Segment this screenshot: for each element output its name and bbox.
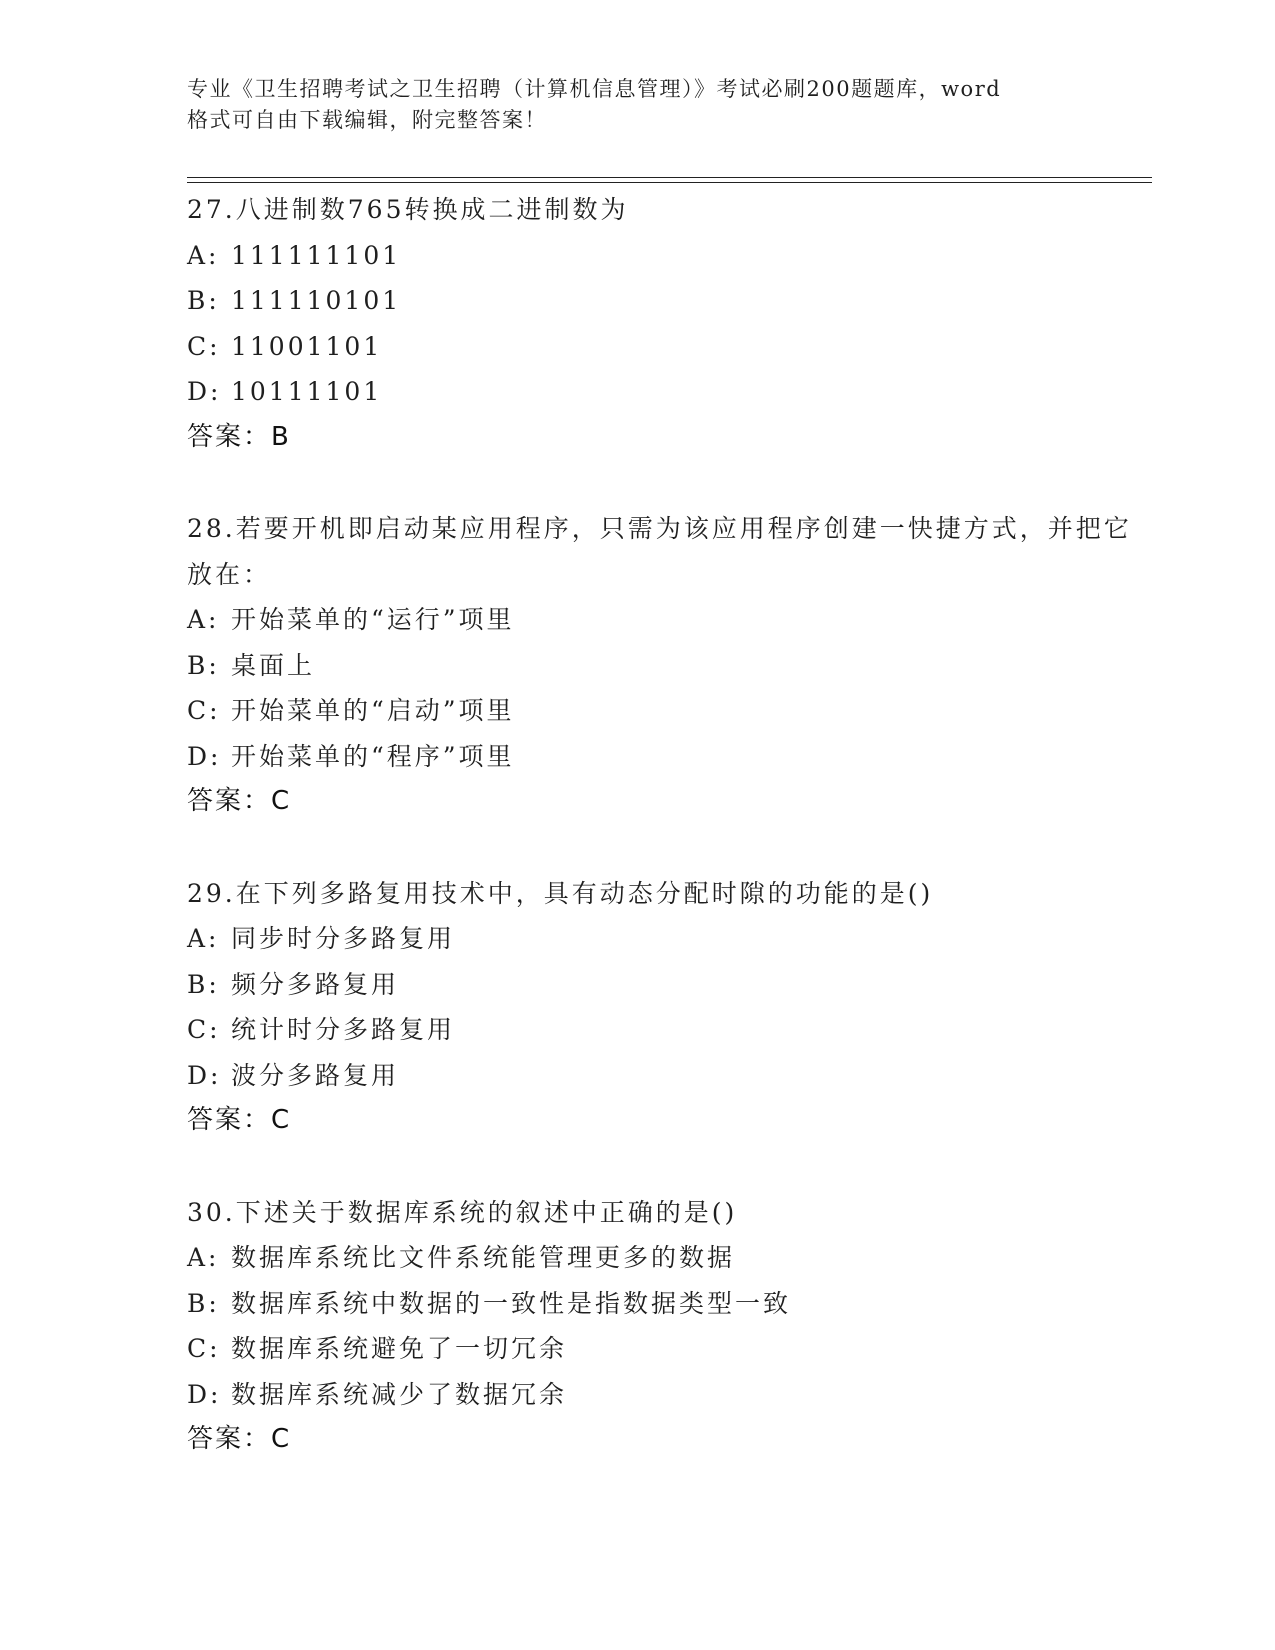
question-27 [187, 187, 1147, 460]
option-c [187, 1326, 1147, 1372]
option-c [187, 688, 1147, 734]
option-key: B: [187, 969, 220, 999]
option-key: C: [187, 1015, 221, 1044]
question-stem: 28.若要开机即启动某应用程序，只需为该应用程序创建一快捷方式，并把它放在： [187, 514, 1132, 589]
option-b [187, 962, 1147, 1008]
option-text: 数据库系统比文件系统能管理更多的数据 [231, 1243, 736, 1272]
header-divider-bottom [187, 182, 1152, 183]
document-header [187, 74, 1087, 136]
option-key: C: [187, 1334, 221, 1363]
option-a [187, 1235, 1147, 1281]
option-text: 开始菜单的“启动”项里 [231, 696, 515, 725]
option-d [187, 734, 1147, 780]
option-text: 数据库系统中数据的一致性是指数据类型一致 [231, 1288, 792, 1318]
option-a [187, 916, 1147, 962]
option-d [187, 1053, 1147, 1099]
header-line-1: 专业《卫生招聘考试之卫生招聘（计算机信息管理）》考试必刷200题题库，word [187, 77, 1002, 101]
option-key: A: [187, 924, 220, 953]
option-text: 开始菜单的“程序”项里 [231, 741, 515, 771]
question-29 [187, 871, 1147, 1144]
option-text: 10111101 [231, 377, 383, 406]
option-a [187, 597, 1147, 643]
option-text: 数据库系统减少了数据冗余 [231, 1379, 568, 1409]
option-b [187, 643, 1147, 689]
option-key: A: [187, 605, 220, 634]
header-line-2: 格式可自由下载编辑，附完整答案！ [187, 108, 547, 132]
option-key: D: [187, 1060, 222, 1090]
option-text: 开始菜单的“运行”项里 [231, 605, 515, 634]
option-text: 111111101 [231, 240, 402, 270]
option-d [187, 1372, 1147, 1418]
option-text: 同步时分多路复用 [231, 924, 456, 953]
option-text: 统计时分多路复用 [231, 1015, 456, 1044]
option-c [187, 1007, 1147, 1053]
answer-line: 答案：C [187, 786, 292, 816]
option-b [187, 1281, 1147, 1327]
option-text: 11001101 [231, 331, 383, 361]
option-key: C: [187, 696, 221, 725]
answer-line: 答案：B [187, 421, 291, 452]
option-text: 频分多路复用 [231, 969, 400, 999]
option-key: B: [187, 650, 220, 680]
answer-line: 答案：C [187, 1105, 292, 1135]
option-key: B: [187, 1288, 220, 1318]
question-28 [187, 506, 1147, 825]
option-key: C: [187, 331, 221, 361]
option-c [187, 324, 1147, 370]
option-key: D: [187, 741, 222, 771]
option-key: D: [187, 377, 222, 406]
option-key: A: [187, 1243, 220, 1272]
question-list [187, 187, 1147, 1463]
option-text: 111110101 [231, 286, 402, 315]
option-b [187, 278, 1147, 324]
option-key: B: [187, 286, 220, 315]
option-text: 桌面上 [231, 650, 316, 680]
option-a [187, 233, 1147, 279]
header-divider-top [187, 177, 1152, 178]
question-stem: 30.下述关于数据库系统的叙述中正确的是() [187, 1197, 738, 1227]
question-stem: 27.八进制数765转换成二进制数为 [187, 195, 629, 224]
option-key: A: [187, 240, 220, 270]
option-key: D: [187, 1379, 222, 1409]
question-30 [187, 1190, 1147, 1463]
option-text: 波分多路复用 [231, 1060, 400, 1090]
answer-line: 答案：C [187, 1424, 292, 1454]
question-stem: 29.在下列多路复用技术中，具有动态分配时隙的功能的是() [187, 878, 934, 908]
option-d [187, 369, 1147, 415]
option-text: 数据库系统避免了一切冗余 [231, 1334, 568, 1363]
